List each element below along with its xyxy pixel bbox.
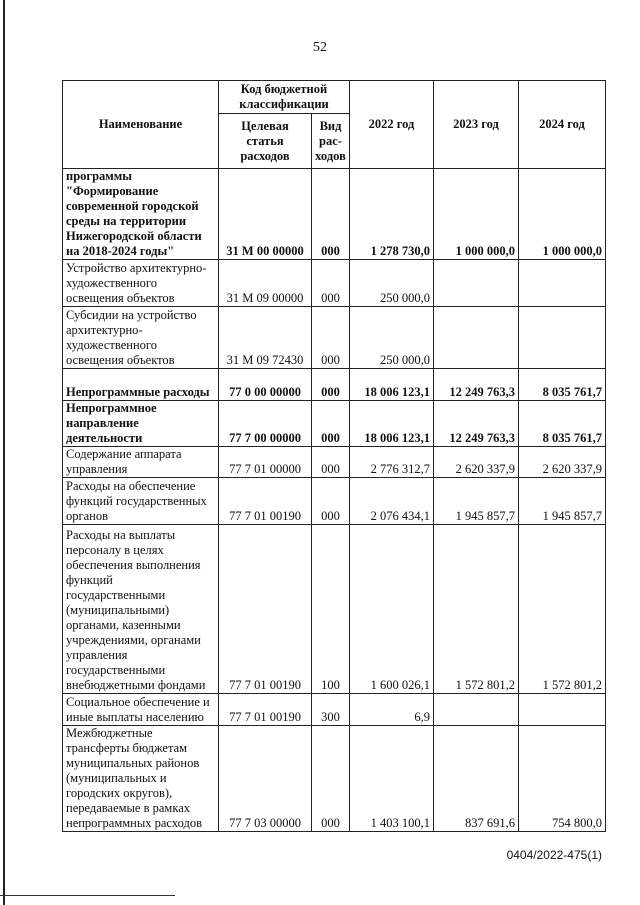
row-2023: 1 945 857,7 (434, 478, 519, 525)
row-target: 77 7 01 00190 (219, 525, 312, 694)
row-2023: 2 620 337,9 (434, 447, 519, 478)
row-name: Социальное обеспечение и иные выплаты населению (63, 694, 219, 726)
left-margin-rule (3, 0, 5, 905)
row-name: Содержание аппарата управления (63, 447, 219, 478)
table-row (63, 169, 606, 260)
row-name: Субсидии на устройство архитектурно-художественного освещения объектов (63, 307, 219, 369)
table-row (63, 307, 606, 369)
table-row (63, 369, 606, 401)
row-target: 31 М 09 00000 (219, 260, 312, 307)
row-2024 (519, 307, 606, 369)
row-target: 77 7 01 00190 (219, 478, 312, 525)
row-2023: 1 572 801,2 (434, 525, 519, 694)
row-2022: 2 076 434,1 (350, 478, 434, 525)
table-row (63, 478, 606, 525)
row-target: 77 7 01 00190 (219, 694, 312, 726)
row-2022: 18 006 123,1 (350, 401, 434, 447)
row-2024: 2 620 337,9 (519, 447, 606, 478)
row-type: 000 (312, 447, 350, 478)
document-code: 0404/2022-475(1) (506, 848, 602, 862)
bottom-rule (0, 895, 175, 896)
row-2023: 837 691,6 (434, 726, 519, 832)
row-2023: 12 249 763,3 (434, 369, 519, 401)
table-header (63, 81, 606, 169)
row-2023 (434, 307, 519, 369)
row-2022: 18 006 123,1 (350, 369, 434, 401)
row-2024: 1 000 000,0 (519, 169, 606, 260)
row-name: Межбюджетные трансферты бюджетам муниципальных районов (муниципальных и городских округов), передаваемые в рамках непрограммных расходов (63, 726, 219, 832)
row-2023: 12 249 763,3 (434, 401, 519, 447)
header-target: Целевая статья расходов (219, 114, 312, 169)
row-type: 000 (312, 401, 350, 447)
table-row (63, 525, 606, 694)
row-type: 000 (312, 260, 350, 307)
table-row (63, 694, 606, 726)
row-2022: 1 403 100,1 (350, 726, 434, 832)
row-target: 31 М 00 00000 (219, 169, 312, 260)
row-2024: 754 800,0 (519, 726, 606, 832)
header-2022: 2022 год (350, 81, 434, 169)
header-code-group: Код бюджетной классификации (219, 81, 350, 114)
header-type: Вид рас-ходов (312, 114, 350, 169)
table-row (63, 447, 606, 478)
table-row (63, 726, 606, 832)
budget-table (62, 80, 606, 832)
row-2022: 1 278 730,0 (350, 169, 434, 260)
page-number: 52 (313, 40, 327, 55)
row-type: 100 (312, 525, 350, 694)
row-type: 000 (312, 726, 350, 832)
row-2022: 250 000,0 (350, 260, 434, 307)
row-type: 000 (312, 478, 350, 525)
row-target: 77 0 00 00000 (219, 369, 312, 401)
row-name: Расходы на обеспечение функций государственных органов (63, 478, 219, 525)
row-name: Непрограммное направление деятельности (63, 401, 219, 447)
row-target: 77 7 01 00000 (219, 447, 312, 478)
row-name: Расходы на выплаты персоналу в целях обеспечения выполнения функций государственными (муниципальными) органами, казенными учреждениями, органами управления государственными внебюджетными фондами (63, 525, 219, 694)
header-2024: 2024 год (519, 81, 606, 169)
row-type: 000 (312, 369, 350, 401)
row-2024: 1 945 857,7 (519, 478, 606, 525)
row-2023 (434, 260, 519, 307)
row-2024 (519, 694, 606, 726)
row-2022: 2 776 312,7 (350, 447, 434, 478)
table-row (63, 260, 606, 307)
row-2022: 1 600 026,1 (350, 525, 434, 694)
row-type: 000 (312, 307, 350, 369)
row-2023 (434, 694, 519, 726)
row-type: 000 (312, 169, 350, 260)
row-2023: 1 000 000,0 (434, 169, 519, 260)
row-2024 (519, 260, 606, 307)
header-name: Наименование (63, 81, 219, 169)
row-2022: 6,9 (350, 694, 434, 726)
row-target: 77 7 00 00000 (219, 401, 312, 447)
row-type: 300 (312, 694, 350, 726)
table-body (63, 169, 606, 832)
row-name: программы "Формирование современной городской среды на территории Нижегородской области на 2018-2024 годы" (63, 169, 219, 260)
table-row (63, 401, 606, 447)
row-target: 77 7 03 00000 (219, 726, 312, 832)
header-2023: 2023 год (434, 81, 519, 169)
row-name: Непрограммные расходы (63, 369, 219, 401)
row-2024: 1 572 801,2 (519, 525, 606, 694)
row-target: 31 М 09 72430 (219, 307, 312, 369)
row-2024: 8 035 761,7 (519, 401, 606, 447)
row-2022: 250 000,0 (350, 307, 434, 369)
row-2024: 8 035 761,7 (519, 369, 606, 401)
row-name: Устройство архитектурно-художественного освещения объектов (63, 260, 219, 307)
